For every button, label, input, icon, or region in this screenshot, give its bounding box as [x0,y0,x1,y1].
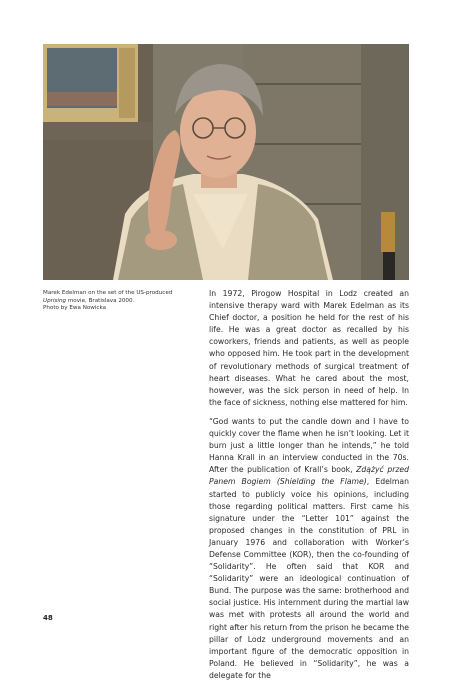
portrait-photo [43,44,409,280]
photo-caption [43,290,193,313]
caption-line-2-rest: movie, Bratislava 2000. [66,297,135,304]
paragraph-2 [209,416,409,682]
article-body [209,288,409,689]
caption-line-1: Marek Edelman on the set of the US-produced [43,290,173,296]
caption-line-2 [43,298,193,306]
caption-movie-title: Uprising [43,297,67,304]
caption-line-3: Photo by Ewa Nowicka [43,305,107,312]
portrait-illustration [43,44,409,280]
page-number: 48 [43,614,53,622]
paragraph-1: In 1972, Pirogow Hospital in Lodz created an intensive therapy ward with Marek Edelman as its Chief doctor, a position he held for the rest of his life. He was a great doctor as recalled by his coworkers, friends and patients, as well as people who opposed him. He took part in the development of revolutionary methods of surgical treatment of heart diseases. What he cared about the most, however, was the sick person in need of help. In the face of sickness, nothing else mattered for him. [209,289,409,407]
book-title: Zdążyć przed Panem Bogiem (Shielding the Flame) [209,465,410,487]
paragraph-2-part-a: “God wants to put the candle down and I have to quickly cover the flame when he isn’t looking. Let it burn just a little longer than he intends,” he told Hanna Krall in an interview conducted in the 70s. After the publication of Krall’s book, [209,416,409,475]
paragraph-2-part-b: , Edelman started to publicly voice his opinions, including those regarding political matters. First came his signature under the “Letter 101” against the proposed changes in the constitution of PRL in January 1976 and collaboration with Worker’s Defense Committee (KOR), then the co-founding of “Solidarity”. He often said that KOR and “Solidarity” were an ideological continuation of Bund. The purpose was the same: brotherhood and social justice. His internment during the martial law was met with protests all around the world and right after his return from the prison he became the pillar of Lodz underground movements and an important figure of the democratic opposition in Poland. He believed in “Solidarity”, he was a delegate for the [209,477,410,680]
